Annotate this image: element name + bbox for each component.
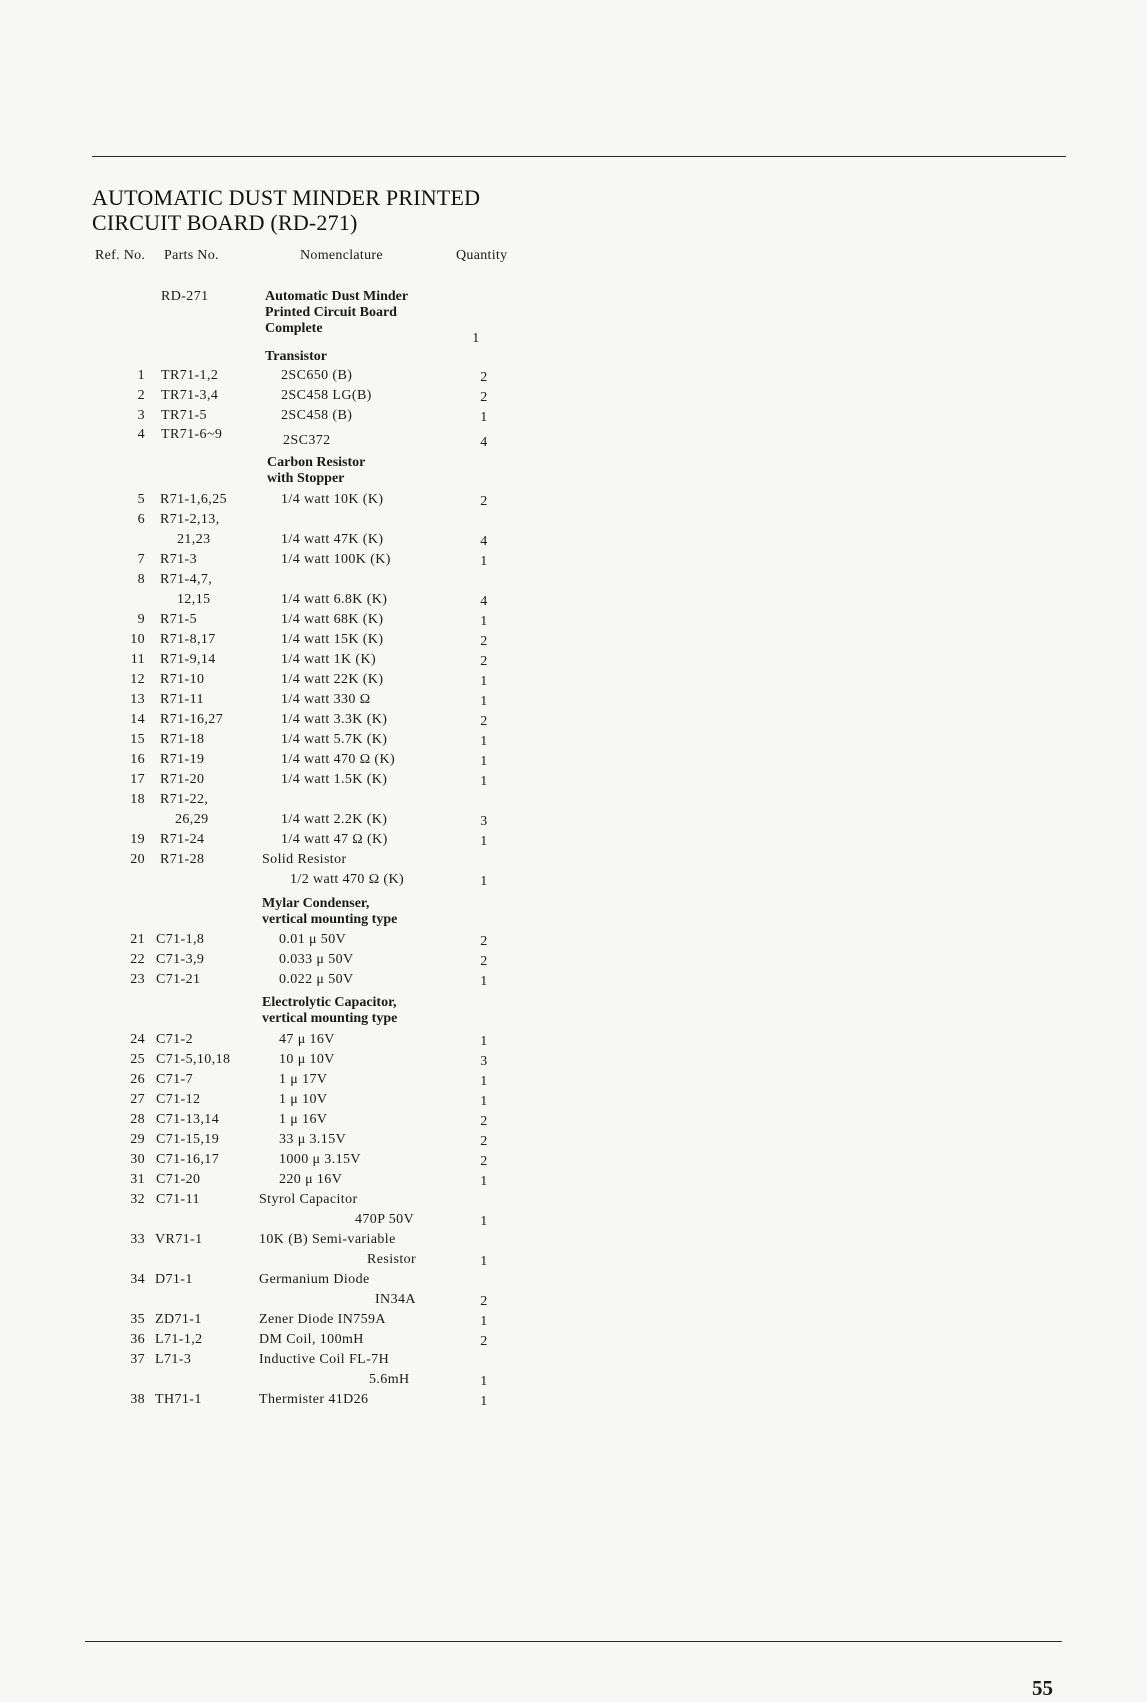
parts-no-cell: R71-19 — [160, 752, 205, 767]
ref-no-cell: 8 — [137, 572, 145, 587]
quantity-cell: 1 — [480, 554, 488, 569]
nomenclature-cell: 2SC650 (B) — [281, 368, 353, 383]
nomenclature-cell: IN34A — [375, 1292, 416, 1307]
section-heading: Mylar Condenser, — [262, 896, 370, 911]
section-heading: Electrolytic Capacitor, — [262, 995, 397, 1010]
nomenclature-cell: 1/4 watt 10K (K) — [281, 492, 384, 507]
parts-no-cell: RD-271 — [161, 289, 209, 304]
parts-no-cell: R71-28 — [160, 852, 205, 867]
parts-no-cell: R71-3 — [160, 552, 197, 567]
parts-no-cell: L71-1,2 — [155, 1332, 203, 1347]
nomenclature-cell: 10K (B) Semi-variable — [259, 1232, 396, 1247]
parts-no-cell: 21,23 — [177, 532, 211, 547]
quantity-cell: 1 — [480, 1074, 488, 1089]
parts-no-cell: TR71-6~9 — [161, 427, 223, 442]
nomenclature-cell: 1/4 watt 3.3K (K) — [281, 712, 388, 727]
parts-no-cell: R71-1,6,25 — [160, 492, 227, 507]
ref-no-cell: 33 — [130, 1232, 145, 1247]
parts-no-cell: VR71-1 — [155, 1232, 203, 1247]
ref-no-cell: 1 — [137, 368, 145, 383]
parts-no-cell: R71-8,17 — [160, 632, 216, 647]
quantity-cell: 2 — [480, 370, 488, 385]
parts-no-cell: TR71-5 — [161, 408, 207, 423]
section-heading: Automatic Dust Minder — [265, 289, 409, 304]
ref-no-cell: 25 — [130, 1052, 145, 1067]
quantity-cell: 1 — [480, 774, 488, 789]
parts-no-cell: R71-22, — [160, 792, 209, 807]
nomenclature-cell: Solid Resistor — [262, 852, 347, 867]
ref-no-cell: 38 — [130, 1392, 145, 1407]
quantity-cell: 2 — [480, 1134, 488, 1149]
nomenclature-cell: 0.01 μ 50V — [279, 932, 347, 947]
ref-no-cell: 28 — [130, 1112, 145, 1127]
quantity-cell: 3 — [480, 1054, 488, 1069]
parts-no-cell: R71-18 — [160, 732, 205, 747]
quantity-cell: 2 — [480, 1154, 488, 1169]
parts-no-cell: R71-10 — [160, 672, 205, 687]
ref-no-cell: 12 — [130, 672, 145, 687]
quantity-cell: 2 — [480, 954, 488, 969]
top-rule — [92, 156, 1066, 157]
header-nomenclature: Nomenclature — [300, 248, 383, 263]
parts-no-cell: 26,29 — [175, 812, 209, 827]
ref-no-cell: 5 — [137, 492, 145, 507]
quantity-cell: 2 — [480, 1334, 488, 1349]
section-heading: Printed Circuit Board — [265, 305, 397, 320]
quantity-cell: 1 — [480, 1214, 488, 1229]
ref-no-cell: 7 — [137, 552, 145, 567]
quantity-cell: 1 — [480, 1374, 488, 1389]
nomenclature-cell: 1 μ 10V — [279, 1092, 328, 1107]
nomenclature-cell: 220 μ 16V — [279, 1172, 343, 1187]
nomenclature-cell: 1/4 watt 470 Ω (K) — [281, 752, 396, 767]
quantity-cell: 1 — [480, 734, 488, 749]
quantity-cell: 1 — [480, 834, 488, 849]
quantity-cell: 1 — [480, 694, 488, 709]
ref-no-cell: 14 — [130, 712, 145, 727]
nomenclature-cell: 1 μ 17V — [279, 1072, 328, 1087]
section-heading: vertical mounting type — [262, 1011, 398, 1026]
nomenclature-cell: 0.022 μ 50V — [279, 972, 354, 987]
nomenclature-cell: 1 μ 16V — [279, 1112, 328, 1127]
nomenclature-cell: 1/4 watt 47 Ω (K) — [281, 832, 388, 847]
page-title-line-2: CIRCUIT BOARD (RD-271) — [92, 210, 358, 235]
section-heading: vertical mounting type — [262, 912, 398, 927]
quantity-cell: 1 — [480, 1094, 488, 1109]
parts-no-cell: C71-20 — [156, 1172, 201, 1187]
quantity-cell: 3 — [480, 814, 488, 829]
nomenclature-cell: 470P 50V — [355, 1212, 415, 1227]
ref-no-cell: 31 — [130, 1172, 145, 1187]
ref-no-cell: 4 — [137, 427, 145, 442]
nomenclature-cell: 1/4 watt 1.5K (K) — [281, 772, 388, 787]
quantity-cell: 1 — [480, 1034, 488, 1049]
parts-no-cell: R71-9,14 — [160, 652, 216, 667]
quantity-cell: 1 — [480, 1254, 488, 1269]
section-heading: with Stopper — [267, 471, 345, 486]
nomenclature-cell: 1/2 watt 470 Ω (K) — [290, 872, 405, 887]
parts-no-cell: R71-4,7, — [160, 572, 213, 587]
header-quantity: Quantity — [456, 248, 508, 263]
nomenclature-cell: 1/4 watt 5.7K (K) — [281, 732, 388, 747]
nomenclature-cell: Zener Diode IN759A — [259, 1312, 386, 1327]
ref-no-cell: 6 — [137, 512, 145, 527]
parts-no-cell: R71-20 — [160, 772, 205, 787]
ref-no-cell: 34 — [130, 1272, 145, 1287]
parts-no-cell: C71-1,8 — [156, 932, 205, 947]
quantity-cell: 2 — [480, 654, 488, 669]
ref-no-cell: 11 — [130, 652, 145, 667]
parts-no-cell: TR71-1,2 — [161, 368, 219, 383]
parts-no-cell: C71-21 — [156, 972, 201, 987]
quantity-cell: 1 — [472, 331, 480, 346]
nomenclature-cell: 1/4 watt 330 Ω — [281, 692, 371, 707]
parts-no-cell: TH71-1 — [155, 1392, 202, 1407]
quantity-cell: 1 — [480, 754, 488, 769]
quantity-cell: 1 — [480, 410, 488, 425]
parts-no-cell: D71-1 — [155, 1272, 193, 1287]
ref-no-cell: 23 — [130, 972, 145, 987]
section-heading: Complete — [265, 321, 323, 336]
nomenclature-cell: 1/4 watt 15K (K) — [281, 632, 384, 647]
ref-no-cell: 26 — [130, 1072, 145, 1087]
ref-no-cell: 24 — [130, 1032, 145, 1047]
page-number: 55 — [1032, 1676, 1053, 1700]
nomenclature-cell: 47 μ 16V — [279, 1032, 335, 1047]
parts-no-cell: R71-11 — [160, 692, 204, 707]
quantity-cell: 2 — [480, 714, 488, 729]
nomenclature-cell: 1/4 watt 100K (K) — [281, 552, 391, 567]
ref-no-cell: 37 — [130, 1352, 145, 1367]
quantity-cell: 1 — [480, 1174, 488, 1189]
nomenclature-cell: 10 μ 10V — [279, 1052, 335, 1067]
nomenclature-cell: 0.033 μ 50V — [279, 952, 354, 967]
quantity-cell: 2 — [480, 1114, 488, 1129]
ref-no-cell: 29 — [130, 1132, 145, 1147]
quantity-cell: 2 — [480, 1294, 488, 1309]
ref-no-cell: 2 — [137, 388, 145, 403]
quantity-cell: 1 — [480, 674, 488, 689]
nomenclature-cell: 2SC458 LG(B) — [281, 388, 372, 403]
parts-no-cell: C71-2 — [156, 1032, 193, 1047]
nomenclature-cell: 1/4 watt 68K (K) — [281, 612, 384, 627]
quantity-cell: 1 — [480, 614, 488, 629]
parts-no-cell: TR71-3,4 — [161, 388, 219, 403]
nomenclature-cell: 1/4 watt 22K (K) — [281, 672, 384, 687]
parts-no-cell: 12,15 — [177, 592, 211, 607]
nomenclature-cell: 1/4 watt 47K (K) — [281, 532, 384, 547]
quantity-cell: 4 — [480, 435, 488, 450]
ref-no-cell: 36 — [130, 1332, 145, 1347]
parts-no-cell: C71-3,9 — [156, 952, 205, 967]
header-ref-no: Ref. No. — [95, 248, 146, 263]
page-title — [92, 185, 480, 235]
parts-no-cell: R71-16,27 — [160, 712, 224, 727]
quantity-cell: 2 — [480, 634, 488, 649]
nomenclature-cell: 2SC372 — [283, 433, 331, 448]
nomenclature-cell: 33 μ 3.15V — [279, 1132, 347, 1147]
ref-no-cell: 17 — [130, 772, 145, 787]
nomenclature-cell: Germanium Diode — [259, 1272, 370, 1287]
quantity-cell: 4 — [480, 534, 488, 549]
bottom-rule — [85, 1641, 1062, 1642]
ref-no-cell: 22 — [130, 952, 145, 967]
ref-no-cell: 13 — [130, 692, 145, 707]
section-heading: Transistor — [265, 349, 327, 364]
nomenclature-cell: 5.6mH — [369, 1372, 410, 1387]
quantity-cell: 4 — [480, 594, 488, 609]
nomenclature-cell: 1000 μ 3.15V — [279, 1152, 361, 1167]
nomenclature-cell: DM Coil, 100mH — [259, 1332, 364, 1347]
nomenclature-cell: Styrol Capacitor — [259, 1192, 358, 1207]
section-heading: Carbon Resistor — [267, 455, 366, 470]
nomenclature-cell: Inductive Coil FL-7H — [259, 1352, 390, 1367]
quantity-cell: 1 — [480, 974, 488, 989]
nomenclature-cell: Thermister 41D26 — [259, 1392, 369, 1407]
parts-no-cell: C71-15,19 — [156, 1132, 220, 1147]
ref-no-cell: 20 — [130, 852, 145, 867]
parts-no-cell: L71-3 — [155, 1352, 192, 1367]
ref-no-cell: 32 — [130, 1192, 145, 1207]
ref-no-cell: 30 — [130, 1152, 145, 1167]
header-parts-no: Parts No. — [164, 248, 219, 263]
parts-no-cell: C71-16,17 — [156, 1152, 220, 1167]
parts-no-cell: R71-2,13, — [160, 512, 220, 527]
nomenclature-cell: 1/4 watt 6.8K (K) — [281, 592, 388, 607]
ref-no-cell: 21 — [130, 932, 145, 947]
parts-no-cell: C71-12 — [156, 1092, 201, 1107]
parts-no-cell: C71-7 — [156, 1072, 193, 1087]
parts-no-cell: C71-13,14 — [156, 1112, 220, 1127]
ref-no-cell: 35 — [130, 1312, 145, 1327]
page-title-line-1: AUTOMATIC DUST MINDER PRINTED — [92, 185, 481, 210]
quantity-cell: 2 — [480, 494, 488, 509]
ref-no-cell: 16 — [130, 752, 145, 767]
nomenclature-cell: 1/4 watt 1K (K) — [281, 652, 377, 667]
quantity-cell: 1 — [480, 874, 488, 889]
parts-no-cell: R71-24 — [160, 832, 205, 847]
ref-no-cell: 27 — [130, 1092, 145, 1107]
quantity-cell: 2 — [480, 934, 488, 949]
nomenclature-cell: Resistor — [367, 1252, 417, 1267]
ref-no-cell: 18 — [130, 792, 145, 807]
parts-no-cell: R71-5 — [160, 612, 197, 627]
quantity-cell: 1 — [480, 1394, 488, 1409]
parts-no-cell: ZD71-1 — [155, 1312, 202, 1327]
quantity-cell: 2 — [480, 390, 488, 405]
parts-no-cell: C71-5,10,18 — [156, 1052, 231, 1067]
parts-no-cell: C71-11 — [156, 1192, 200, 1207]
ref-no-cell: 9 — [137, 612, 145, 627]
ref-no-cell: 3 — [137, 408, 145, 423]
ref-no-cell: 15 — [130, 732, 145, 747]
ref-no-cell: 19 — [130, 832, 145, 847]
nomenclature-cell: 1/4 watt 2.2K (K) — [281, 812, 388, 827]
quantity-cell: 1 — [480, 1314, 488, 1329]
nomenclature-cell: 2SC458 (B) — [281, 408, 353, 423]
ref-no-cell: 10 — [130, 632, 145, 647]
